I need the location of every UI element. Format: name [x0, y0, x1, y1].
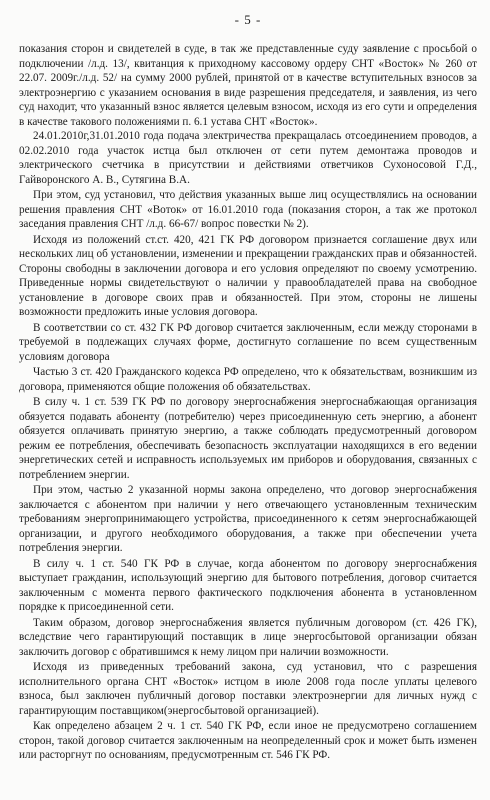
paragraph: Таким образом, договор энергоснабжения является публичным договором (ст. 426 ГК), вследствие чего гарантирующий поставщик в лице энергосбытовой организации обязан заключить договор с обратившимся к нему лицом при наличии возможности. [19, 616, 477, 658]
paragraph: Частью 3 ст. 420 Гражданского кодекса РФ определено, что к обязательствам, возникшим из договора, применяются общие положения об обязательствах. [19, 366, 477, 393]
paragraph: В силу ч. 1 ст. 539 ГК РФ по договору энергоснабжения энергоснабжающая организация обязуется подавать абоненту (потребителю) через присоединенную сеть энергию, а абонент обязуется оплачивать принятую энергию, а также соблюдать предусмотренный договором режим ее потребления, обеспечивать безопасность эксплуатации находящихся в его ведении энергетических сетей и исправность используемых им приборов и оборудования, связанных с потреблением энергии. [19, 396, 477, 481]
paragraph: Исходя из приведенных требований закона, суд установил, что с разрешения исполнительного органа СНТ «Восток» истцом в июле 2008 года после уплаты целевого взноса, был заключен публичный договор поставки электроэнергии для личных нужд с гарантирующим поставщиком(энергосбытовой организацией). [19, 661, 477, 717]
paragraph: В соответствии со ст. 432 ГК РФ договор считается заключенным, если между сторонами в требуемой в подлежащих случаях форме, достигнуто соглашение по всем существенным условиям договора [19, 321, 477, 363]
paragraph: При этом, суд установил, что действия указанных выше лиц осуществлялись на основании решения правления СНТ «Вoток» от 16.01.2010 года (показания сторон, а так же протокол заседания правления СНТ /л.д. 66-67/ вопрос повестки № 2). [19, 189, 477, 230]
paragraph: Исходя из положений ст.ст. 420, 421 ГК РФ договором признается соглашение двух или нескольких лиц об установлении, изменении и прекращении гражданских прав и обязанностей. Стороны свободны в заключении договора и его условия определяют по своему усмотрению. Приведенные нормы свидетельствуют о наличии у правообладателей права на свободное установление в договоре своих прав и обязанностей. При этом, стороны не лишены возможности предложить иные условия договора. [19, 233, 477, 318]
paragraph: Как определено абзацем 2 ч. 1 ст. 540 ГК РФ, если иное не предусмотрено соглашением сторон, такой договор считается заключенным на неопределенный срок и может быть изменен или расторгнут по основаниям, предусмотренным ст. 546 ГК РФ. [19, 720, 477, 761]
paragraph: показания сторон и свидетелей в суде, в так же представленные суду заявление с просьбой о подключении /л.д. 13/, квитанция к приходному кассовому ордеру СНТ «Восток» № 260 от 22.07. 2009г./л.д. 52/ на сумму 2000 рублей, принятой от в качестве вступительных взносов за электроэнергию с указанием основания в виде разрешения председателя, и заявления, из чего суд находит, что указанный взнос является целевым взносом, исходя из его сути и определения в качестве такового положениями п. 6.1 устава СНТ «Восток». [19, 43, 477, 128]
document-body [19, 42, 477, 763]
paragraph: 24.01.2010г,31.01.2010 года подача электричества прекращалась отсоединением проводов, а 02.02.2010 года участок истца был отключен от сети путем демонтажа проводов и электрического счетчика в присутствии и действиями ответчиков Сухоносовой Г.Д., Гайворонского А. В., Сутягина В.А. [19, 130, 477, 186]
page-number: - 5 - [234, 12, 262, 27]
paragraph: При этом, частью 2 указанной нормы закона определено, что договор энергоснабжения заключается с абонентом при наличии у него отвечающего установленным техническим требованиям энергопринимающего устройства, присоединенного к сетям энергоснабжающей организации, и другого необходимого оборудования, а также при обеспечении учета потребления энергии. [19, 484, 477, 554]
paragraph: В силу ч. 1 ст. 540 ГК РФ в случае, когда абонентом по договору энергоснабжения выступает гражданин, использующий энергию для бытового потребления, договор считается заключенным с момента первого фактического подключения абонента в установленном порядке к присоединенной сети. [19, 557, 477, 613]
